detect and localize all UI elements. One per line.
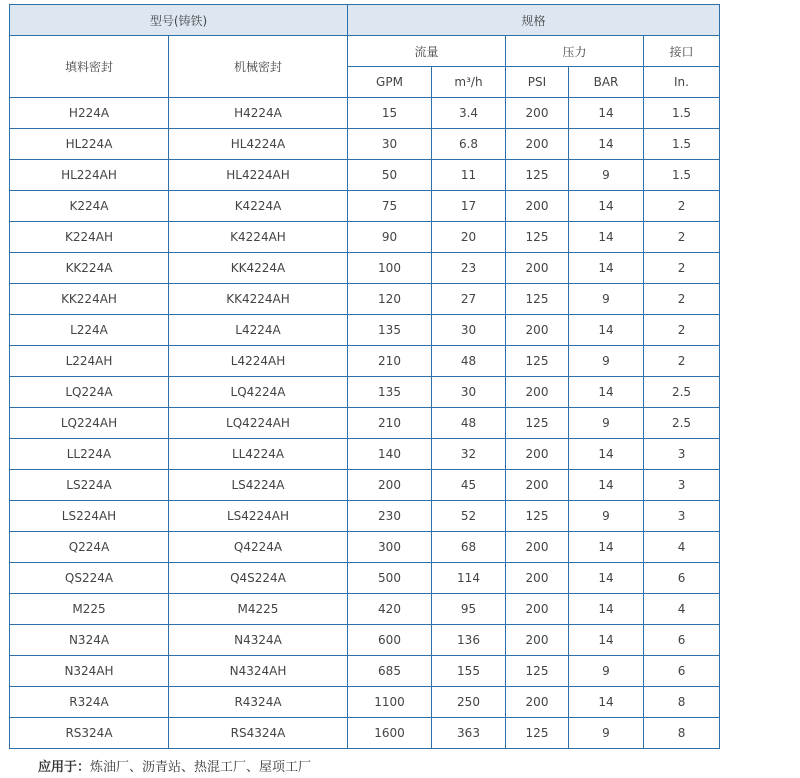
header-pressure: 压力: [506, 36, 644, 67]
table-row: [10, 346, 720, 377]
table-row: [10, 439, 720, 470]
cell-pressure-psi: 200: [506, 315, 569, 346]
cell-port-in: 4: [644, 532, 720, 563]
cell-flow-m3h: 6.8: [432, 129, 506, 160]
cell-pressure-psi: 200: [506, 563, 569, 594]
cell-flow-gpm: 140: [348, 439, 432, 470]
cell-mech-model: RS4324A: [169, 718, 348, 749]
cell-packing-model: RS324A: [10, 718, 169, 749]
cell-flow-gpm: 210: [348, 346, 432, 377]
cell-mech-model: LS4224A: [169, 470, 348, 501]
cell-port-in: 2: [644, 315, 720, 346]
cell-pressure-bar: 14: [569, 470, 644, 501]
cell-packing-model: KK224AH: [10, 284, 169, 315]
cell-pressure-bar: 14: [569, 191, 644, 222]
cell-flow-m3h: 20: [432, 222, 506, 253]
cell-pressure-psi: 200: [506, 129, 569, 160]
cell-pressure-bar: 14: [569, 625, 644, 656]
cell-pressure-bar: 14: [569, 439, 644, 470]
cell-pressure-psi: 125: [506, 160, 569, 191]
cell-flow-m3h: 136: [432, 625, 506, 656]
table-row: [10, 377, 720, 408]
cell-mech-model: HL4224A: [169, 129, 348, 160]
cell-port-in: 1.5: [644, 160, 720, 191]
table-row: [10, 625, 720, 656]
cell-mech-model: M4225: [169, 594, 348, 625]
cell-flow-m3h: 48: [432, 346, 506, 377]
cell-mech-model: L4224A: [169, 315, 348, 346]
cell-flow-m3h: 23: [432, 253, 506, 284]
cell-pressure-bar: 9: [569, 284, 644, 315]
cell-flow-gpm: 230: [348, 501, 432, 532]
cell-flow-m3h: 11: [432, 160, 506, 191]
cell-packing-model: LS224AH: [10, 501, 169, 532]
table-row: [10, 315, 720, 346]
cell-flow-gpm: 15: [348, 98, 432, 129]
cell-flow-m3h: 30: [432, 377, 506, 408]
table-row: [10, 98, 720, 129]
cell-port-in: 1.5: [644, 129, 720, 160]
cell-flow-m3h: 68: [432, 532, 506, 563]
cell-pressure-psi: 125: [506, 656, 569, 687]
cell-packing-model: R324A: [10, 687, 169, 718]
cell-pressure-bar: 9: [569, 656, 644, 687]
cell-flow-gpm: 300: [348, 532, 432, 563]
cell-pressure-bar: 14: [569, 594, 644, 625]
cell-flow-gpm: 200: [348, 470, 432, 501]
cell-flow-m3h: 27: [432, 284, 506, 315]
cell-pressure-psi: 200: [506, 687, 569, 718]
cell-packing-model: L224A: [10, 315, 169, 346]
cell-flow-gpm: 1600: [348, 718, 432, 749]
table-row: [10, 470, 720, 501]
cell-mech-model: KK4224AH: [169, 284, 348, 315]
cell-flow-gpm: 75: [348, 191, 432, 222]
unit-bar: BAR: [569, 67, 644, 98]
cell-port-in: 2: [644, 191, 720, 222]
cell-pressure-bar: 9: [569, 408, 644, 439]
cell-flow-gpm: 135: [348, 377, 432, 408]
cell-pressure-psi: 125: [506, 408, 569, 439]
header-packing-seal: 填料密封: [10, 36, 169, 98]
cell-pressure-psi: 200: [506, 377, 569, 408]
cell-packing-model: HL224AH: [10, 160, 169, 191]
cell-port-in: 6: [644, 563, 720, 594]
header-port: 接口: [644, 36, 720, 67]
application-text: 炼油厂、沥青站、热混工厂、屋项工厂: [90, 760, 312, 775]
table-row: [10, 160, 720, 191]
cell-packing-model: KK224A: [10, 253, 169, 284]
cell-pressure-psi: 200: [506, 470, 569, 501]
cell-flow-m3h: 95: [432, 594, 506, 625]
header-row-sub: [10, 36, 720, 67]
cell-packing-model: QS224A: [10, 563, 169, 594]
cell-mech-model: L4224AH: [169, 346, 348, 377]
cell-port-in: 2.5: [644, 377, 720, 408]
cell-pressure-psi: 200: [506, 532, 569, 563]
cell-pressure-bar: 14: [569, 563, 644, 594]
cell-pressure-psi: 200: [506, 439, 569, 470]
cell-mech-model: N4324A: [169, 625, 348, 656]
cell-pressure-bar: 9: [569, 160, 644, 191]
cell-flow-gpm: 120: [348, 284, 432, 315]
cell-pressure-psi: 200: [506, 625, 569, 656]
cell-packing-model: M225: [10, 594, 169, 625]
cell-port-in: 8: [644, 687, 720, 718]
cell-flow-m3h: 45: [432, 470, 506, 501]
cell-pressure-bar: 9: [569, 346, 644, 377]
cell-mech-model: LL4224A: [169, 439, 348, 470]
cell-mech-model: Q4S224A: [169, 563, 348, 594]
table-row: [10, 284, 720, 315]
cell-flow-m3h: 30: [432, 315, 506, 346]
spec-table: [9, 4, 720, 749]
cell-port-in: 8: [644, 718, 720, 749]
application-note: [38, 756, 311, 775]
cell-port-in: 3: [644, 439, 720, 470]
cell-flow-gpm: 685: [348, 656, 432, 687]
cell-flow-m3h: 114: [432, 563, 506, 594]
cell-packing-model: N324A: [10, 625, 169, 656]
cell-mech-model: LQ4224AH: [169, 408, 348, 439]
cell-flow-gpm: 50: [348, 160, 432, 191]
cell-flow-m3h: 250: [432, 687, 506, 718]
cell-flow-gpm: 420: [348, 594, 432, 625]
header-flow: 流量: [348, 36, 506, 67]
table-row: [10, 594, 720, 625]
cell-pressure-psi: 125: [506, 284, 569, 315]
cell-pressure-psi: 125: [506, 501, 569, 532]
header-mechanical-seal: 机械密封: [169, 36, 348, 98]
cell-port-in: 2: [644, 253, 720, 284]
cell-port-in: 4: [644, 594, 720, 625]
header-spec-group: 规格: [348, 5, 720, 36]
cell-pressure-bar: 14: [569, 129, 644, 160]
cell-mech-model: LQ4224A: [169, 377, 348, 408]
cell-mech-model: R4324A: [169, 687, 348, 718]
header-row-group: [10, 5, 720, 36]
cell-pressure-bar: 14: [569, 222, 644, 253]
cell-mech-model: N4324AH: [169, 656, 348, 687]
table-row: [10, 191, 720, 222]
cell-mech-model: KK4224A: [169, 253, 348, 284]
cell-mech-model: K4224AH: [169, 222, 348, 253]
cell-port-in: 3: [644, 501, 720, 532]
cell-pressure-bar: 14: [569, 687, 644, 718]
cell-flow-gpm: 210: [348, 408, 432, 439]
cell-flow-m3h: 32: [432, 439, 506, 470]
header-model-group: 型号(铸铁): [10, 5, 348, 36]
cell-port-in: 6: [644, 656, 720, 687]
cell-pressure-psi: 125: [506, 222, 569, 253]
cell-flow-gpm: 1100: [348, 687, 432, 718]
cell-port-in: 1.5: [644, 98, 720, 129]
cell-packing-model: N324AH: [10, 656, 169, 687]
cell-pressure-bar: 9: [569, 501, 644, 532]
cell-pressure-psi: 200: [506, 253, 569, 284]
cell-pressure-bar: 14: [569, 532, 644, 563]
cell-packing-model: LS224A: [10, 470, 169, 501]
cell-port-in: 2.5: [644, 408, 720, 439]
cell-packing-model: Q224A: [10, 532, 169, 563]
cell-flow-m3h: 48: [432, 408, 506, 439]
table-row: [10, 222, 720, 253]
cell-packing-model: K224AH: [10, 222, 169, 253]
cell-mech-model: H4224A: [169, 98, 348, 129]
cell-port-in: 2: [644, 222, 720, 253]
cell-flow-gpm: 135: [348, 315, 432, 346]
cell-pressure-psi: 125: [506, 346, 569, 377]
application-label: 应用于：: [38, 760, 91, 775]
cell-mech-model: Q4224A: [169, 532, 348, 563]
cell-flow-m3h: 363: [432, 718, 506, 749]
table-row: [10, 656, 720, 687]
cell-port-in: 2: [644, 284, 720, 315]
cell-pressure-psi: 200: [506, 191, 569, 222]
cell-mech-model: HL4224AH: [169, 160, 348, 191]
cell-pressure-bar: 14: [569, 377, 644, 408]
table-row: [10, 129, 720, 160]
table-row: [10, 408, 720, 439]
cell-flow-m3h: 52: [432, 501, 506, 532]
unit-gpm: GPM: [348, 67, 432, 98]
cell-flow-m3h: 155: [432, 656, 506, 687]
cell-mech-model: K4224A: [169, 191, 348, 222]
cell-flow-gpm: 500: [348, 563, 432, 594]
cell-packing-model: K224A: [10, 191, 169, 222]
cell-pressure-bar: 14: [569, 315, 644, 346]
cell-packing-model: LL224A: [10, 439, 169, 470]
cell-port-in: 3: [644, 470, 720, 501]
cell-port-in: 2: [644, 346, 720, 377]
cell-flow-gpm: 90: [348, 222, 432, 253]
table-row: [10, 253, 720, 284]
unit-m3h: m³/h: [432, 67, 506, 98]
cell-mech-model: LS4224AH: [169, 501, 348, 532]
cell-flow-gpm: 600: [348, 625, 432, 656]
cell-pressure-bar: 9: [569, 718, 644, 749]
cell-packing-model: L224AH: [10, 346, 169, 377]
table-row: [10, 718, 720, 749]
cell-pressure-psi: 200: [506, 594, 569, 625]
cell-pressure-bar: 14: [569, 253, 644, 284]
table-row: [10, 501, 720, 532]
cell-packing-model: HL224A: [10, 129, 169, 160]
cell-packing-model: LQ224A: [10, 377, 169, 408]
cell-flow-gpm: 100: [348, 253, 432, 284]
unit-in: In.: [644, 67, 720, 98]
cell-flow-gpm: 30: [348, 129, 432, 160]
table-row: [10, 563, 720, 594]
cell-flow-m3h: 3.4: [432, 98, 506, 129]
table-body: [10, 98, 720, 749]
table-row: [10, 687, 720, 718]
cell-packing-model: LQ224AH: [10, 408, 169, 439]
cell-pressure-psi: 125: [506, 718, 569, 749]
cell-packing-model: H224A: [10, 98, 169, 129]
cell-pressure-bar: 14: [569, 98, 644, 129]
cell-flow-m3h: 17: [432, 191, 506, 222]
cell-port-in: 6: [644, 625, 720, 656]
unit-psi: PSI: [506, 67, 569, 98]
table-row: [10, 532, 720, 563]
cell-pressure-psi: 200: [506, 98, 569, 129]
